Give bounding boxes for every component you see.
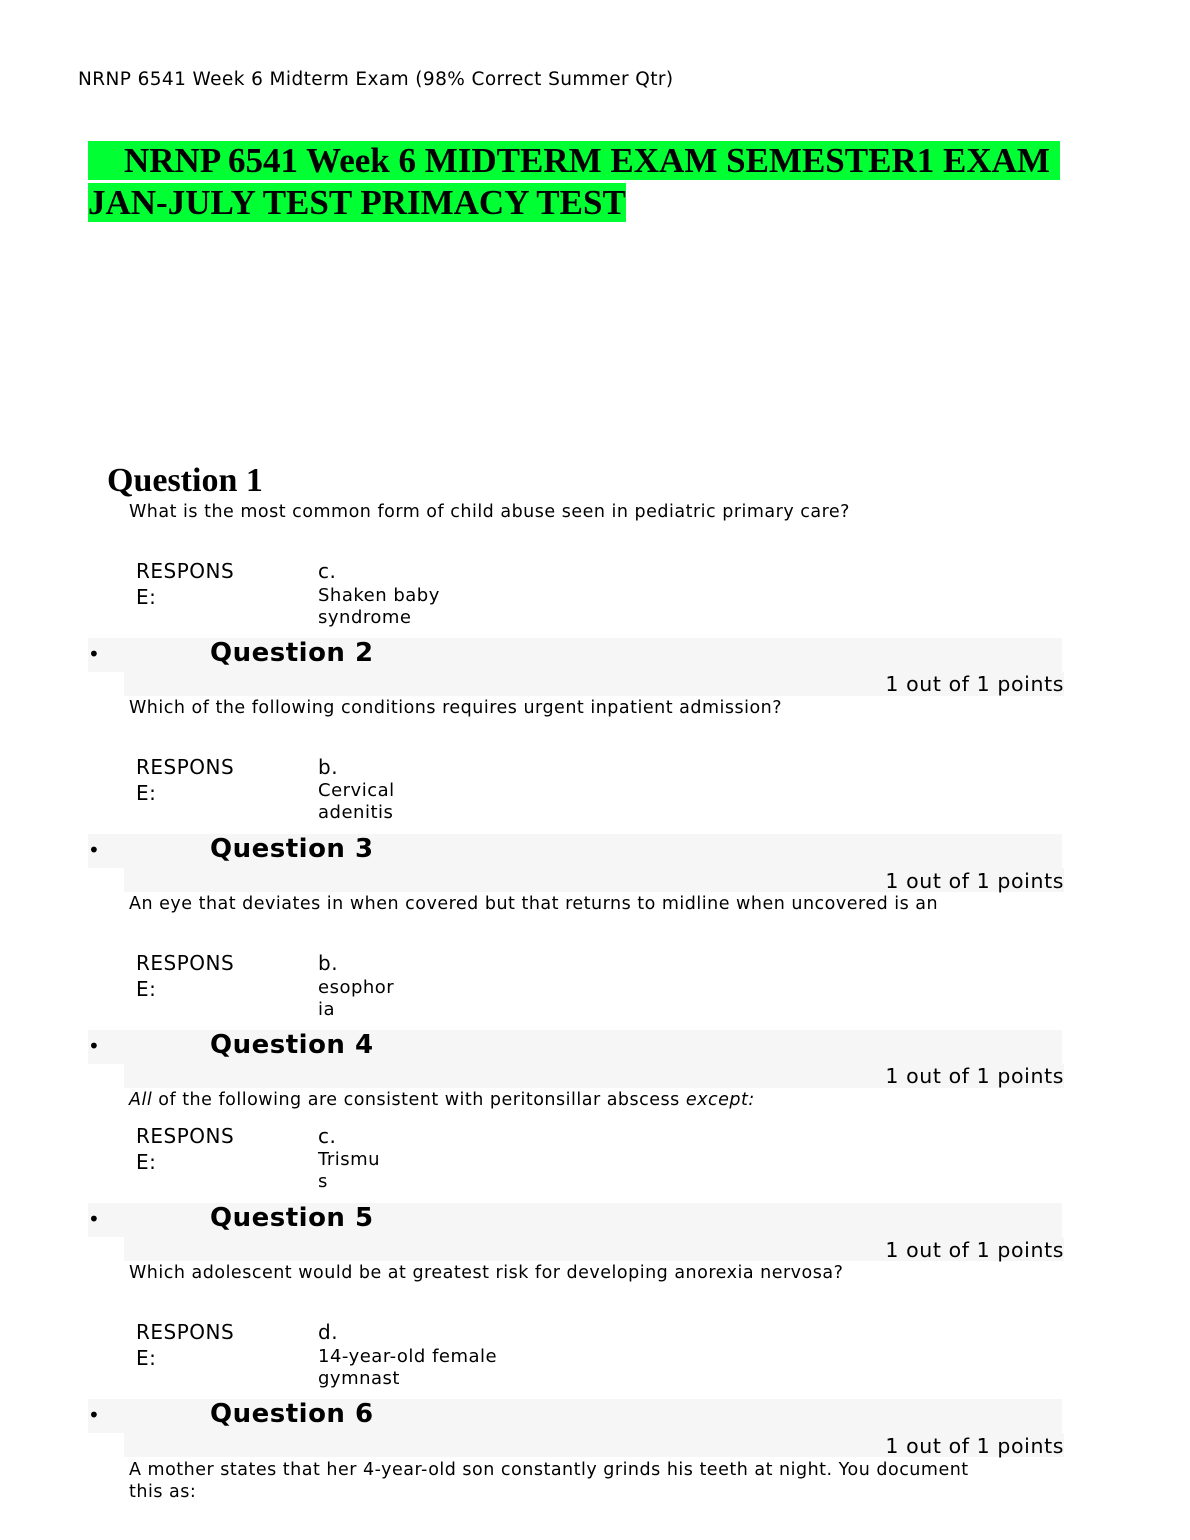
question-5-heading: Question 5	[210, 1203, 374, 1233]
answer-letter: c.	[318, 559, 337, 583]
question-1-heading: Question 1	[107, 462, 263, 499]
response-label: RESPONS E:	[136, 951, 235, 1001]
bullet: •	[88, 1207, 100, 1231]
response-label: RESPONS E:	[136, 755, 235, 805]
answer-letter: b.	[318, 951, 339, 975]
question-3-points: 1 out of 1 points	[885, 869, 1064, 893]
running-header: NRNP 6541 Week 6 Midterm Exam (98% Correct Summer Qtr)	[78, 69, 674, 90]
question-2-points: 1 out of 1 points	[885, 672, 1064, 696]
document-title	[88, 140, 1068, 224]
question-3-heading: Question 3	[210, 834, 374, 864]
answer-letter: d.	[318, 1320, 339, 1344]
bullet: •	[88, 642, 100, 666]
question-6-points: 1 out of 1 points	[885, 1434, 1064, 1458]
title-line-2: JAN-JULY TEST PRIMACY TEST	[88, 183, 626, 222]
answer-text: Shaken baby syndrome	[318, 585, 440, 628]
answer-letter: b.	[318, 755, 339, 779]
question-5-text: Which adolescent would be at greatest risk for developing anorexia nervosa?	[129, 1263, 844, 1283]
bullet: •	[88, 1403, 100, 1427]
answer-text: 14-year-old female gymnast	[318, 1346, 498, 1389]
title-line-1: NRNP 6541 Week 6 MIDTERM EXAM SEMESTER1 EXAM	[88, 141, 1060, 180]
question-4-points: 1 out of 1 points	[885, 1064, 1064, 1088]
question-3-text: An eye that deviates in when covered but that returns to midline when uncovered is an	[129, 894, 939, 914]
question-1-text: What is the most common form of child abuse seen in pediatric primary care?	[129, 502, 850, 522]
question-6-text: A mother states that her 4-year-old son constantly grinds his teeth at night. You document this as:	[129, 1460, 969, 1502]
response-label: RESPONS E:	[136, 559, 235, 609]
question-5-points: 1 out of 1 points	[885, 1238, 1064, 1262]
question-2-heading: Question 2	[210, 638, 374, 668]
answer-letter: c.	[318, 1124, 337, 1148]
answer-text: esophor ia	[318, 977, 395, 1020]
question-2-text: Which of the following conditions requires urgent inpatient admission?	[129, 698, 783, 718]
question-6-heading: Question 6	[210, 1399, 374, 1429]
response-label: RESPONS E:	[136, 1320, 235, 1370]
response-label: RESPONS E:	[136, 1124, 235, 1174]
bullet: •	[88, 838, 100, 862]
answer-text: Trismu s	[318, 1149, 381, 1192]
answer-text: Cervical adenitis	[318, 780, 395, 823]
question-4-heading: Question 4	[210, 1030, 374, 1060]
bullet: •	[88, 1034, 100, 1058]
question-4-text: All of the following are consistent with peritonsillar abscess except:	[129, 1090, 755, 1110]
